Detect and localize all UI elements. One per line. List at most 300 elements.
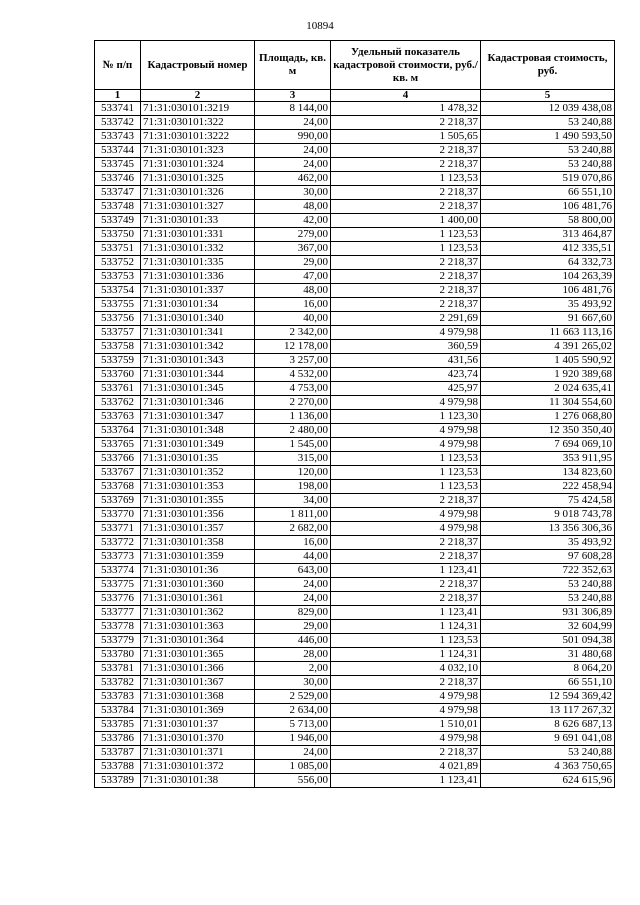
specific-value-cell: 2 218,37	[331, 550, 481, 564]
area-cell: 16,00	[255, 298, 331, 312]
row-number-cell: 533761	[95, 382, 141, 396]
cadastral-number-cell: 71:31:030101:366	[141, 662, 255, 676]
area-cell: 1 811,00	[255, 508, 331, 522]
cadastral-value-table	[94, 40, 615, 788]
cadastral-cost-cell: 9 018 743,78	[481, 508, 615, 522]
specific-value-cell: 4 979,98	[331, 690, 481, 704]
cadastral-number-cell: 71:31:030101:33	[141, 214, 255, 228]
header-specific-value: Удельный показатель кадастровой стоимости, руб./кв. м	[331, 41, 481, 90]
table-row	[95, 550, 615, 564]
table-row	[95, 480, 615, 494]
cadastral-cost-cell: 12 594 369,42	[481, 690, 615, 704]
cadastral-cost-cell: 53 240,88	[481, 592, 615, 606]
cadastral-cost-cell: 13 356 306,36	[481, 522, 615, 536]
cadastral-cost-cell: 31 480,68	[481, 648, 615, 662]
specific-value-cell: 4 979,98	[331, 508, 481, 522]
cadastral-number-cell: 71:31:030101:358	[141, 536, 255, 550]
cadastral-cost-cell: 501 094,38	[481, 634, 615, 648]
table-row	[95, 774, 615, 788]
area-cell: 28,00	[255, 648, 331, 662]
column-number-3: 3	[255, 90, 331, 102]
specific-value-cell: 1 123,30	[331, 410, 481, 424]
specific-value-cell: 4 979,98	[331, 326, 481, 340]
table-row	[95, 396, 615, 410]
row-number-cell: 533765	[95, 438, 141, 452]
table-row	[95, 452, 615, 466]
cadastral-cost-cell: 58 800,00	[481, 214, 615, 228]
row-number-cell: 533780	[95, 648, 141, 662]
table-row	[95, 354, 615, 368]
specific-value-cell: 4 979,98	[331, 522, 481, 536]
area-cell: 24,00	[255, 746, 331, 760]
specific-value-cell: 1 123,41	[331, 606, 481, 620]
cadastral-number-cell: 71:31:030101:365	[141, 648, 255, 662]
cadastral-number-cell: 71:31:030101:361	[141, 592, 255, 606]
area-cell: 48,00	[255, 200, 331, 214]
area-cell: 29,00	[255, 620, 331, 634]
area-cell: 1 946,00	[255, 732, 331, 746]
row-number-cell: 533752	[95, 256, 141, 270]
cadastral-cost-cell: 12 350 350,40	[481, 424, 615, 438]
row-number-cell: 533760	[95, 368, 141, 382]
cadastral-cost-cell: 12 039 438,08	[481, 102, 615, 116]
cadastral-cost-cell: 222 458,94	[481, 480, 615, 494]
area-cell: 30,00	[255, 186, 331, 200]
cadastral-cost-cell: 1 920 389,68	[481, 368, 615, 382]
specific-value-cell: 2 218,37	[331, 298, 481, 312]
row-number-cell: 533785	[95, 718, 141, 732]
cadastral-number-cell: 71:31:030101:341	[141, 326, 255, 340]
cadastral-number-cell: 71:31:030101:372	[141, 760, 255, 774]
cadastral-cost-cell: 53 240,88	[481, 746, 615, 760]
column-number-5: 5	[481, 90, 615, 102]
header-cadastral-number: Кадастровый номер	[141, 41, 255, 90]
row-number-cell: 533774	[95, 564, 141, 578]
row-number-cell: 533749	[95, 214, 141, 228]
area-cell: 2 529,00	[255, 690, 331, 704]
area-cell: 2 270,00	[255, 396, 331, 410]
cadastral-number-cell: 71:31:030101:332	[141, 242, 255, 256]
row-number-cell: 533743	[95, 130, 141, 144]
cadastral-number-cell: 71:31:030101:337	[141, 284, 255, 298]
row-number-cell: 533772	[95, 536, 141, 550]
row-number-cell: 533751	[95, 242, 141, 256]
table-row	[95, 760, 615, 774]
cadastral-cost-cell: 66 551,10	[481, 186, 615, 200]
table-row	[95, 270, 615, 284]
specific-value-cell: 1 478,32	[331, 102, 481, 116]
row-number-cell: 533777	[95, 606, 141, 620]
specific-value-cell: 2 218,37	[331, 676, 481, 690]
area-cell: 44,00	[255, 550, 331, 564]
table-row	[95, 732, 615, 746]
cadastral-number-cell: 71:31:030101:36	[141, 564, 255, 578]
row-number-cell: 533747	[95, 186, 141, 200]
table-header	[95, 41, 615, 102]
cadastral-cost-cell: 931 306,89	[481, 606, 615, 620]
row-number-cell: 533757	[95, 326, 141, 340]
area-cell: 2 480,00	[255, 424, 331, 438]
area-cell: 24,00	[255, 578, 331, 592]
cadastral-cost-cell: 519 070,86	[481, 172, 615, 186]
area-cell: 4 532,00	[255, 368, 331, 382]
cadastral-number-cell: 71:31:030101:348	[141, 424, 255, 438]
cadastral-number-cell: 71:31:030101:367	[141, 676, 255, 690]
area-cell: 3 257,00	[255, 354, 331, 368]
cadastral-cost-cell: 32 604,99	[481, 620, 615, 634]
area-cell: 24,00	[255, 116, 331, 130]
cadastral-cost-cell: 13 117 267,32	[481, 704, 615, 718]
cadastral-number-cell: 71:31:030101:37	[141, 718, 255, 732]
specific-value-cell: 4 979,98	[331, 438, 481, 452]
area-cell: 42,00	[255, 214, 331, 228]
cadastral-number-cell: 71:31:030101:352	[141, 466, 255, 480]
cadastral-number-cell: 71:31:030101:331	[141, 228, 255, 242]
table-row	[95, 718, 615, 732]
cadastral-cost-cell: 313 464,87	[481, 228, 615, 242]
cadastral-number-cell: 71:31:030101:34	[141, 298, 255, 312]
table-row	[95, 662, 615, 676]
row-number-cell: 533744	[95, 144, 141, 158]
cadastral-number-cell: 71:31:030101:363	[141, 620, 255, 634]
cadastral-cost-cell: 2 024 635,41	[481, 382, 615, 396]
cadastral-cost-cell: 11 304 554,60	[481, 396, 615, 410]
cadastral-cost-cell: 66 551,10	[481, 676, 615, 690]
specific-value-cell: 2 218,37	[331, 186, 481, 200]
cadastral-number-cell: 71:31:030101:369	[141, 704, 255, 718]
area-cell: 2,00	[255, 662, 331, 676]
cadastral-cost-cell: 106 481,76	[481, 284, 615, 298]
cadastral-number-cell: 71:31:030101:347	[141, 410, 255, 424]
specific-value-cell: 2 218,37	[331, 270, 481, 284]
specific-value-cell: 1 510,01	[331, 718, 481, 732]
table-row	[95, 438, 615, 452]
area-cell: 643,00	[255, 564, 331, 578]
table-row	[95, 256, 615, 270]
table-row	[95, 410, 615, 424]
cadastral-cost-cell: 75 424,58	[481, 494, 615, 508]
specific-value-cell: 1 123,53	[331, 242, 481, 256]
table-row	[95, 564, 615, 578]
cadastral-cost-cell: 53 240,88	[481, 116, 615, 130]
table-row	[95, 620, 615, 634]
cadastral-cost-cell: 91 667,60	[481, 312, 615, 326]
table-row	[95, 200, 615, 214]
specific-value-cell: 4 032,10	[331, 662, 481, 676]
row-number-cell: 533775	[95, 578, 141, 592]
cadastral-cost-cell: 8 626 687,13	[481, 718, 615, 732]
table-row	[95, 340, 615, 354]
table-row	[95, 508, 615, 522]
column-number-row	[95, 90, 615, 102]
cadastral-cost-cell: 4 363 750,65	[481, 760, 615, 774]
cadastral-cost-cell: 1 276 068,80	[481, 410, 615, 424]
specific-value-cell: 2 218,37	[331, 746, 481, 760]
row-number-cell: 533788	[95, 760, 141, 774]
area-cell: 990,00	[255, 130, 331, 144]
row-number-cell: 533783	[95, 690, 141, 704]
specific-value-cell: 2 218,37	[331, 144, 481, 158]
specific-value-cell: 423,74	[331, 368, 481, 382]
specific-value-cell: 1 123,53	[331, 480, 481, 494]
table-body	[95, 102, 615, 788]
cadastral-number-cell: 71:31:030101:345	[141, 382, 255, 396]
table-row	[95, 368, 615, 382]
row-number-cell: 533767	[95, 466, 141, 480]
area-cell: 5 713,00	[255, 718, 331, 732]
cadastral-number-cell: 71:31:030101:35	[141, 452, 255, 466]
specific-value-cell: 2 218,37	[331, 494, 481, 508]
specific-value-cell: 1 123,53	[331, 452, 481, 466]
area-cell: 48,00	[255, 284, 331, 298]
table-row	[95, 158, 615, 172]
row-number-cell: 533778	[95, 620, 141, 634]
area-cell: 120,00	[255, 466, 331, 480]
header-row-number: № п/п	[95, 41, 141, 90]
table-row	[95, 228, 615, 242]
table-row	[95, 298, 615, 312]
cadastral-cost-cell: 104 263,39	[481, 270, 615, 284]
cadastral-cost-cell: 35 493,92	[481, 536, 615, 550]
cadastral-cost-cell: 64 332,73	[481, 256, 615, 270]
cadastral-number-cell: 71:31:030101:368	[141, 690, 255, 704]
area-cell: 462,00	[255, 172, 331, 186]
table-row	[95, 494, 615, 508]
cadastral-cost-cell: 53 240,88	[481, 578, 615, 592]
area-cell: 367,00	[255, 242, 331, 256]
cadastral-number-cell: 71:31:030101:343	[141, 354, 255, 368]
cadastral-cost-cell: 624 615,96	[481, 774, 615, 788]
specific-value-cell: 2 218,37	[331, 158, 481, 172]
specific-value-cell: 2 291,69	[331, 312, 481, 326]
row-number-cell: 533764	[95, 424, 141, 438]
table-row	[95, 130, 615, 144]
table-row	[95, 326, 615, 340]
cadastral-cost-cell: 9 691 041,08	[481, 732, 615, 746]
row-number-cell: 533782	[95, 676, 141, 690]
cadastral-number-cell: 71:31:030101:360	[141, 578, 255, 592]
table-row	[95, 284, 615, 298]
cadastral-number-cell: 71:31:030101:355	[141, 494, 255, 508]
specific-value-cell: 1 505,65	[331, 130, 481, 144]
area-cell: 12 178,00	[255, 340, 331, 354]
area-cell: 279,00	[255, 228, 331, 242]
area-cell: 556,00	[255, 774, 331, 788]
cadastral-number-cell: 71:31:030101:335	[141, 256, 255, 270]
row-number-cell: 533753	[95, 270, 141, 284]
specific-value-cell: 360,59	[331, 340, 481, 354]
row-number-cell: 533776	[95, 592, 141, 606]
cadastral-number-cell: 71:31:030101:3222	[141, 130, 255, 144]
page-number: 10894	[306, 20, 334, 32]
cadastral-cost-cell: 1 405 590,92	[481, 354, 615, 368]
cadastral-number-cell: 71:31:030101:353	[141, 480, 255, 494]
specific-value-cell: 1 124,31	[331, 620, 481, 634]
area-cell: 8 144,00	[255, 102, 331, 116]
area-cell: 30,00	[255, 676, 331, 690]
header-cadastral-cost: Кадастровая стоимость, руб.	[481, 41, 615, 90]
cadastral-cost-cell: 106 481,76	[481, 200, 615, 214]
area-cell: 4 753,00	[255, 382, 331, 396]
table-row	[95, 102, 615, 116]
cadastral-number-cell: 71:31:030101:323	[141, 144, 255, 158]
area-cell: 2 682,00	[255, 522, 331, 536]
area-cell: 24,00	[255, 158, 331, 172]
specific-value-cell: 1 123,41	[331, 774, 481, 788]
table-row	[95, 648, 615, 662]
row-number-cell: 533758	[95, 340, 141, 354]
cadastral-cost-cell: 8 064,20	[481, 662, 615, 676]
header-row	[95, 41, 615, 90]
row-number-cell: 533773	[95, 550, 141, 564]
table-row	[95, 214, 615, 228]
specific-value-cell: 4 979,98	[331, 704, 481, 718]
area-cell: 2 634,00	[255, 704, 331, 718]
row-number-cell: 533741	[95, 102, 141, 116]
column-number-2: 2	[141, 90, 255, 102]
table-row	[95, 606, 615, 620]
area-cell: 29,00	[255, 256, 331, 270]
row-number-cell: 533779	[95, 634, 141, 648]
cadastral-number-cell: 71:31:030101:336	[141, 270, 255, 284]
cadastral-number-cell: 71:31:030101:326	[141, 186, 255, 200]
cadastral-number-cell: 71:31:030101:340	[141, 312, 255, 326]
area-cell: 16,00	[255, 536, 331, 550]
cadastral-cost-cell: 134 823,60	[481, 466, 615, 480]
row-number-cell: 533787	[95, 746, 141, 760]
cadastral-cost-cell: 722 352,63	[481, 564, 615, 578]
row-number-cell: 533789	[95, 774, 141, 788]
cadastral-cost-cell: 53 240,88	[481, 144, 615, 158]
area-cell: 47,00	[255, 270, 331, 284]
table-row	[95, 690, 615, 704]
row-number-cell: 533763	[95, 410, 141, 424]
cadastral-number-cell: 71:31:030101:357	[141, 522, 255, 536]
table-row	[95, 186, 615, 200]
table-row	[95, 382, 615, 396]
row-number-cell: 533769	[95, 494, 141, 508]
area-cell: 829,00	[255, 606, 331, 620]
row-number-cell: 533762	[95, 396, 141, 410]
area-cell: 34,00	[255, 494, 331, 508]
row-number-cell: 533756	[95, 312, 141, 326]
specific-value-cell: 2 218,37	[331, 284, 481, 298]
cadastral-cost-cell: 35 493,92	[481, 298, 615, 312]
table-row	[95, 676, 615, 690]
table-row	[95, 466, 615, 480]
specific-value-cell: 1 123,53	[331, 634, 481, 648]
cadastral-number-cell: 71:31:030101:349	[141, 438, 255, 452]
cadastral-cost-cell: 353 911,95	[481, 452, 615, 466]
cadastral-number-cell: 71:31:030101:359	[141, 550, 255, 564]
cadastral-number-cell: 71:31:030101:370	[141, 732, 255, 746]
cadastral-number-cell: 71:31:030101:324	[141, 158, 255, 172]
area-cell: 2 342,00	[255, 326, 331, 340]
specific-value-cell: 2 218,37	[331, 578, 481, 592]
cadastral-number-cell: 71:31:030101:371	[141, 746, 255, 760]
specific-value-cell: 1 123,53	[331, 172, 481, 186]
cadastral-number-cell: 71:31:030101:346	[141, 396, 255, 410]
specific-value-cell: 2 218,37	[331, 200, 481, 214]
cadastral-number-cell: 71:31:030101:342	[141, 340, 255, 354]
cadastral-number-cell: 71:31:030101:3219	[141, 102, 255, 116]
area-cell: 446,00	[255, 634, 331, 648]
table-row	[95, 522, 615, 536]
table-row	[95, 704, 615, 718]
cadastral-cost-cell: 7 694 069,10	[481, 438, 615, 452]
row-number-cell: 533771	[95, 522, 141, 536]
table-row	[95, 144, 615, 158]
cadastral-number-cell: 71:31:030101:325	[141, 172, 255, 186]
cadastral-number-cell: 71:31:030101:322	[141, 116, 255, 130]
table-row	[95, 578, 615, 592]
area-cell: 315,00	[255, 452, 331, 466]
table-row	[95, 536, 615, 550]
cadastral-number-cell: 71:31:030101:362	[141, 606, 255, 620]
table-row	[95, 116, 615, 130]
area-cell: 40,00	[255, 312, 331, 326]
area-cell: 198,00	[255, 480, 331, 494]
area-cell: 1 545,00	[255, 438, 331, 452]
specific-value-cell: 4 979,98	[331, 732, 481, 746]
specific-value-cell: 2 218,37	[331, 116, 481, 130]
specific-value-cell: 1 124,31	[331, 648, 481, 662]
table-row	[95, 242, 615, 256]
row-number-cell: 533784	[95, 704, 141, 718]
specific-value-cell: 1 123,53	[331, 228, 481, 242]
table-row	[95, 424, 615, 438]
cadastral-cost-cell: 53 240,88	[481, 158, 615, 172]
area-cell: 1 085,00	[255, 760, 331, 774]
specific-value-cell: 2 218,37	[331, 536, 481, 550]
specific-value-cell: 1 123,53	[331, 466, 481, 480]
cadastral-number-cell: 71:31:030101:356	[141, 508, 255, 522]
row-number-cell: 533746	[95, 172, 141, 186]
row-number-cell: 533755	[95, 298, 141, 312]
specific-value-cell: 4 021,89	[331, 760, 481, 774]
specific-value-cell: 1 400,00	[331, 214, 481, 228]
table-row	[95, 746, 615, 760]
area-cell: 1 136,00	[255, 410, 331, 424]
row-number-cell: 533745	[95, 158, 141, 172]
cadastral-cost-cell: 11 663 113,16	[481, 326, 615, 340]
row-number-cell: 533748	[95, 200, 141, 214]
table-row	[95, 312, 615, 326]
cadastral-cost-cell: 97 608,28	[481, 550, 615, 564]
row-number-cell: 533754	[95, 284, 141, 298]
cadastral-number-cell: 71:31:030101:327	[141, 200, 255, 214]
specific-value-cell: 4 979,98	[331, 424, 481, 438]
column-number-1: 1	[95, 90, 141, 102]
area-cell: 24,00	[255, 592, 331, 606]
cadastral-number-cell: 71:31:030101:38	[141, 774, 255, 788]
specific-value-cell: 431,56	[331, 354, 481, 368]
row-number-cell: 533759	[95, 354, 141, 368]
cadastral-cost-cell: 1 490 593,50	[481, 130, 615, 144]
row-number-cell: 533770	[95, 508, 141, 522]
cadastral-number-cell: 71:31:030101:344	[141, 368, 255, 382]
area-cell: 24,00	[255, 144, 331, 158]
table-row	[95, 172, 615, 186]
cadastral-cost-cell: 412 335,51	[481, 242, 615, 256]
table-row	[95, 634, 615, 648]
row-number-cell: 533742	[95, 116, 141, 130]
row-number-cell: 533781	[95, 662, 141, 676]
header-area: Площадь, кв. м	[255, 41, 331, 90]
cadastral-cost-cell: 4 391 265,02	[481, 340, 615, 354]
column-number-4: 4	[331, 90, 481, 102]
specific-value-cell: 4 979,98	[331, 396, 481, 410]
